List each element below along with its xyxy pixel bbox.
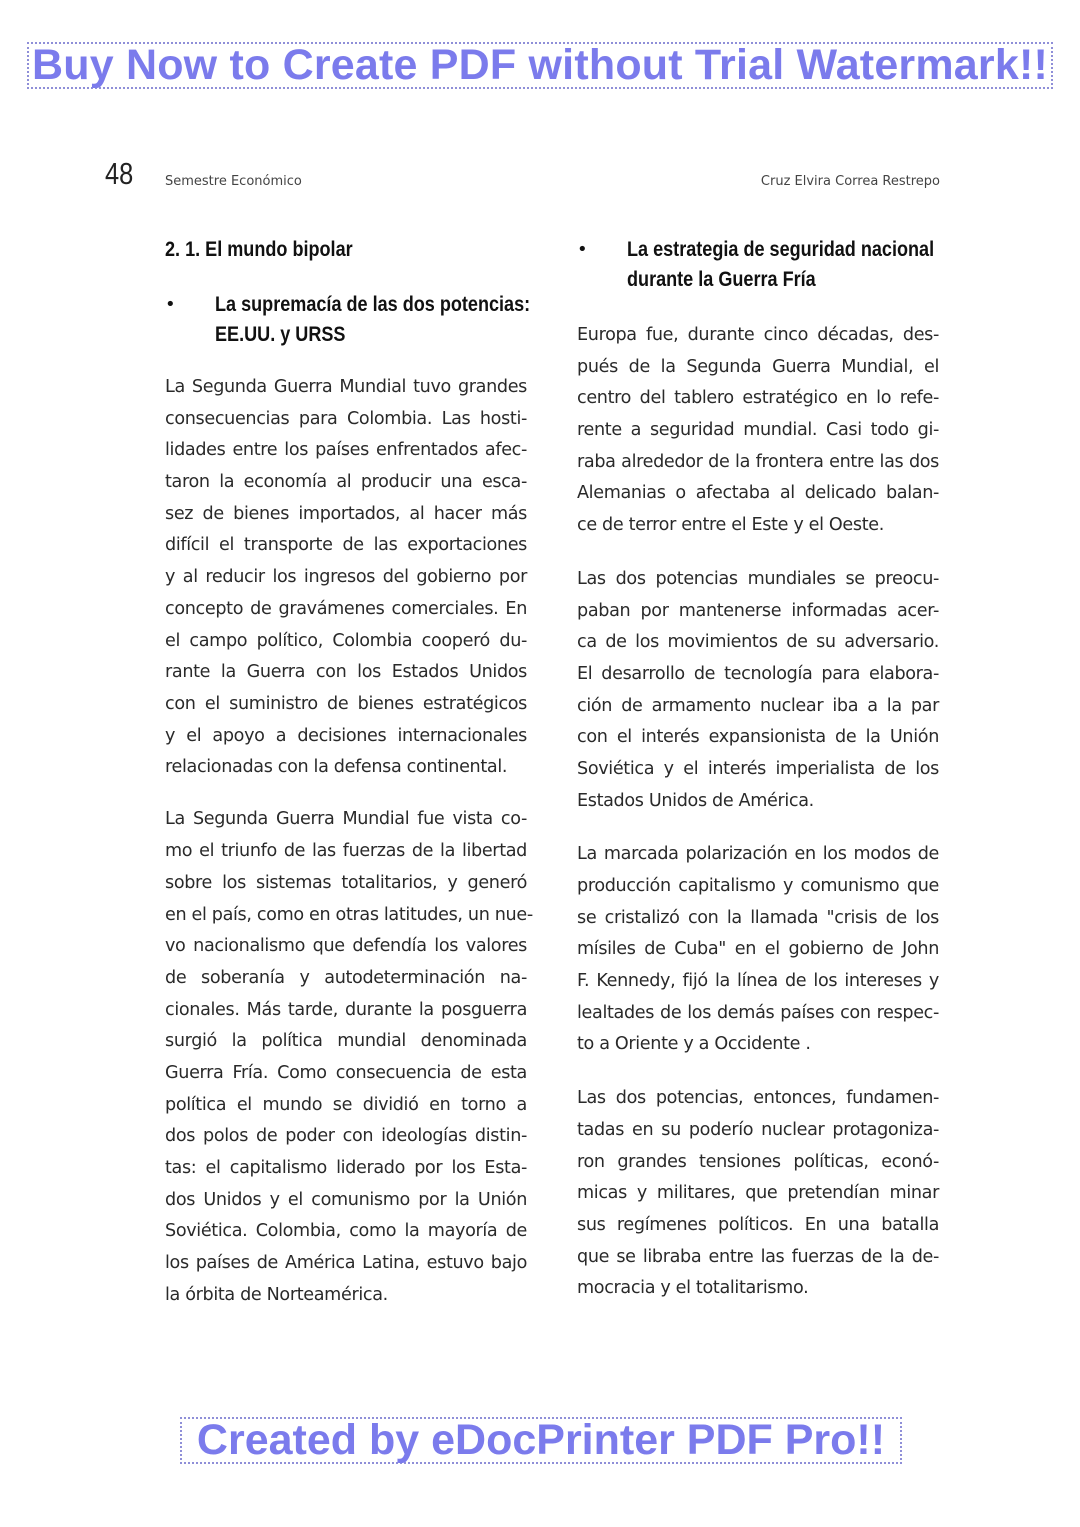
subheading-bullet: [165, 290, 531, 350]
paragraph: Europa fue, durante cinco décadas, des- pués de la Segunda Guerra Mundial, el centro del tablero estratégico en lo refe- rente a seguridad mundial. Casi todo gi- raba alrededor de la frontera entre las dos Alemanias o afectaba al delicado balan- ce de terror entre el Este y el Oeste.: [577, 325, 939, 536]
paragraph: La marcada polarización en los modos de producción capitalismo y comunismo que se cristalizó con la llamada "crisis de los mísiles de Cuba" en el gobierno de John F. Kennedy, fijó la línea de los intereses y lealtades de los demás países con respec- to a Oriente y a Occidente .: [577, 844, 939, 1055]
running-header-author: Cruz Elvira Correa Restrepo: [760, 174, 940, 189]
paragraph: Las dos potencias mundiales se preocu- paban por mantenerse informadas acer- ca de los movimientos de su adversario. El desarrollo de tecnología para elabora- ción de armamento nuclear iba a la par con el interés expansionista de la Unión Soviética y el interés imperialista de los Estados Unidos de América.: [577, 568, 939, 811]
trial-watermark-bottom: [180, 1417, 902, 1464]
paragraph: La Segunda Guerra Mundial tuvo grandes consecuencias para Colombia. Las hosti- lidades entre los países enfrentados afec- taron la economía al producir una esca- sez de bienes importados, al hacer más difícil el transporte de las exportaciones y al reducir los ingresos del gobierno por concepto de gravámenes comerciales. En el campo político, Colombia cooperó du- rante la Guerra con los Estados Unidos con el suministro de bienes estratégicos y el apoyo a decisiones internacionales relacionadas con la defensa continental.: [165, 377, 527, 778]
subheading-text: La supremacía de las dos potencias: EE.UU. y URSS: [215, 293, 531, 346]
subheading-bullet: [577, 235, 939, 295]
page-number: 48: [105, 156, 134, 191]
trial-watermark-top: [27, 42, 1053, 89]
trial-watermark-top-text: Buy Now to Create PDF without Trial Watermark!!: [31, 41, 1049, 89]
bullet-icon: •: [577, 239, 588, 260]
bullet-icon: •: [165, 294, 176, 315]
right-column: [577, 235, 939, 1305]
paragraph: Las dos potencias, entonces, fundamen- tadas en su poderío nuclear protagoniza- ron grandes tensiones políticas, econó- micas y militares, que pretendían minar sus regímenes políticos. En una batalla que se libraba entre las fuerzas de la de- mocracia y el totalitarismo.: [577, 1088, 939, 1299]
left-column: [165, 235, 533, 1311]
subheading-text: La estrategia de seguridad nacional durante la Guerra Fría: [627, 238, 935, 291]
paragraph: La Segunda Guerra Mundial fue vista co- mo el triunfo de las fuerzas de la libertad sobre los sistemas totalitarios, y generó en el país, como en otras latitudes, un nue- vo nacionalismo que defendía los valores de soberanía y autodeterminación na- cionales. Más tarde, durante la posguerra surgió la política mundial denominada Guerra Fría. Como consecuencia de esta política el mundo se dividió en torno a dos polos de poder con ideologías distin- tas: el capitalismo liderado por los Esta- dos Unidos y el comunismo por la Unión Soviética. Colombia, como la mayoría de los países de América Latina, estuvo bajo la órbita de Norteamérica.: [165, 809, 533, 1305]
trial-watermark-bottom-text: Created by eDocPrinter PDF Pro!!: [196, 1416, 886, 1464]
running-header-journal: Semestre Económico: [165, 174, 302, 189]
section-heading: 2. 1. El mundo bipolar: [165, 238, 353, 261]
